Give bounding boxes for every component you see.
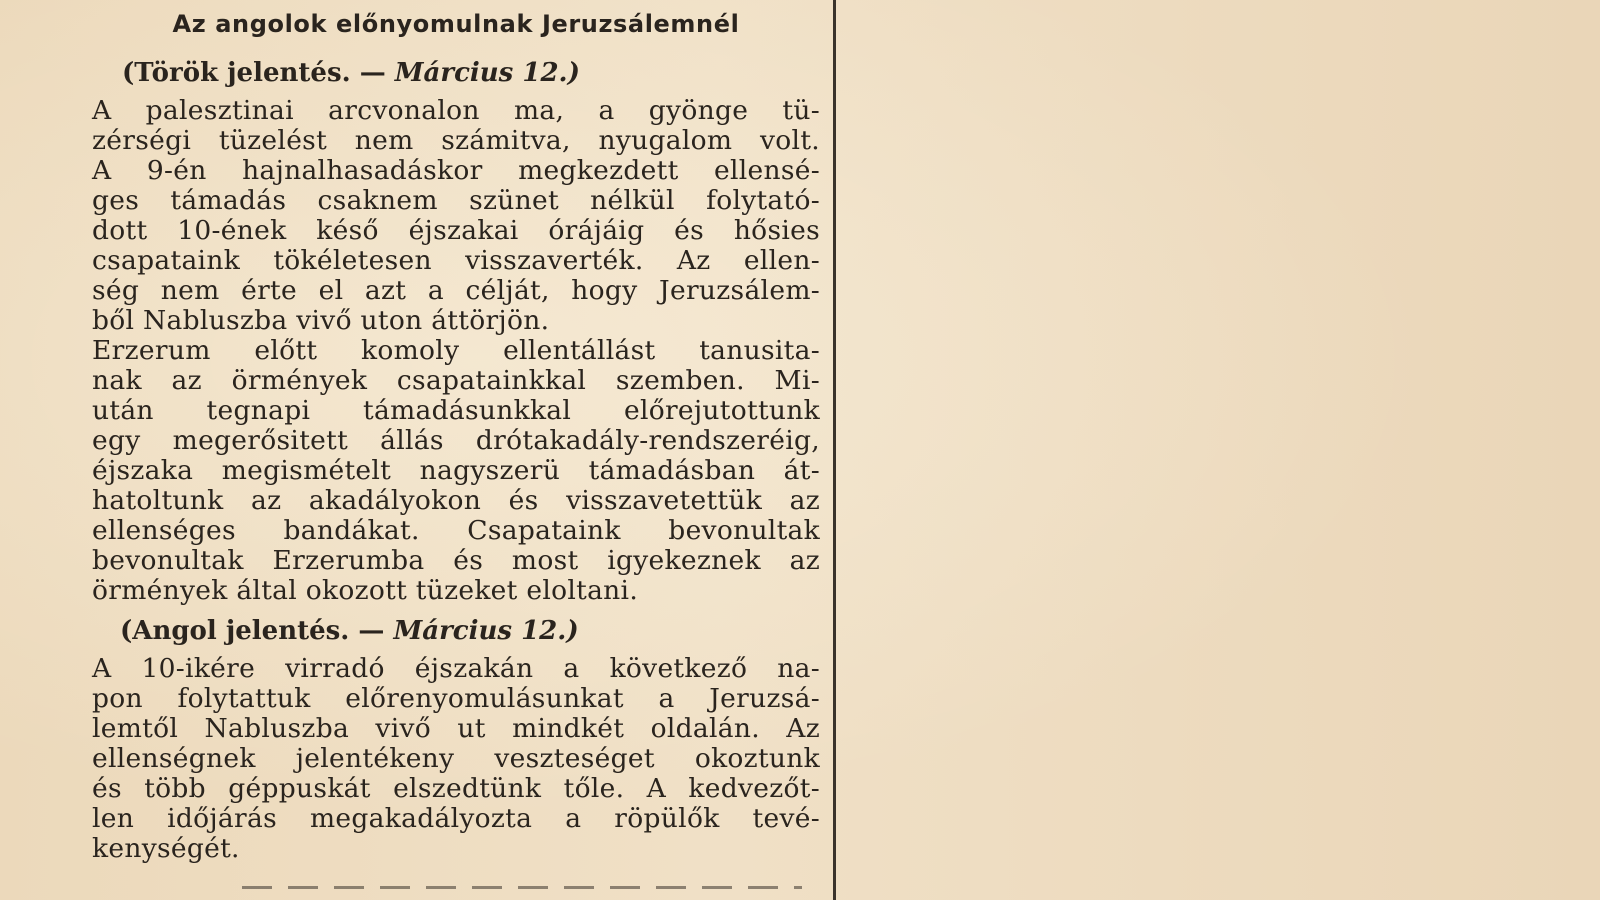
turkish-report-heading [122, 58, 580, 88]
english-report-date: Március 12.) [393, 616, 579, 646]
text-line: dott 10-ének késő éjszakai órájáig és hősies [92, 215, 820, 246]
turkish-report-date: Március 12.) [394, 58, 580, 88]
text-line: és több géppuskát elszedtünk tőle. A kedvezőt- [92, 773, 820, 804]
text-line: pon folytattuk előrenyomulásunkat a Jeruzsá- [92, 683, 820, 714]
text-line: egy megerősitett állás drótakadály-rendszeréig, [92, 425, 820, 456]
english-report-heading [120, 616, 579, 646]
text-line: ges támadás csaknem szünet nélkül folytató- [92, 185, 820, 216]
text-line: csapataink tökéletesen visszaverték. Az ellen- [92, 245, 820, 276]
text-line: hatoltunk az akadályokon és visszavetettük az [92, 485, 820, 516]
cut-off-next-heading [242, 886, 802, 889]
text-line: lemtől Nabluszba vivő ut mindkét oldalán. Az [92, 713, 820, 744]
text-line: kenységét. [92, 833, 240, 864]
turkish-report-label: (Török jelentés. — [122, 58, 395, 88]
text-line: A 9-én hajnalhasadáskor megkezdett ellensé- [92, 155, 820, 186]
text-line: A 10-ikére virradó éjszakán a következő na- [92, 653, 820, 684]
text-line: A palesztinai arcvonalon ma, a gyönge tü- [92, 95, 820, 126]
text-line: len időjárás megakadályozta a röpülők tevé- [92, 803, 820, 834]
text-line: után tegnapi támadásunkkal előrejutottunk [92, 395, 820, 426]
english-report-label: (Angol jelentés. — [120, 616, 394, 646]
text-line: bevonultak Erzerumba és most igyekeznek az [92, 545, 820, 576]
text-line: zérségi tüzelést nem számitva, nyugalom volt. [92, 125, 820, 156]
text-line: nak az örmények csapatainkkal szemben. Mi- [92, 365, 820, 396]
text-line: ellenséges bandákat. Csapataink bevonultak [92, 515, 820, 546]
text-line: ség nem érte el azt a célját, hogy Jeruzsálem- [92, 275, 820, 306]
article-headline: Az angolok előnyomulnak Jeruzsálemnél [172, 10, 740, 38]
text-line: ből Nabluszba vivő uton áttörjön. [92, 305, 550, 336]
text-line: Erzerum előtt komoly ellentállást tanusita- [92, 335, 820, 366]
column-divider [833, 0, 836, 900]
text-line: éjszaka megismételt nagyszerü támadásban át- [92, 455, 820, 486]
text-line: ellenségnek jelentékeny veszteséget okoztunk [92, 743, 820, 774]
text-line: örmények által okozott tüzeket eloltani. [92, 575, 639, 606]
